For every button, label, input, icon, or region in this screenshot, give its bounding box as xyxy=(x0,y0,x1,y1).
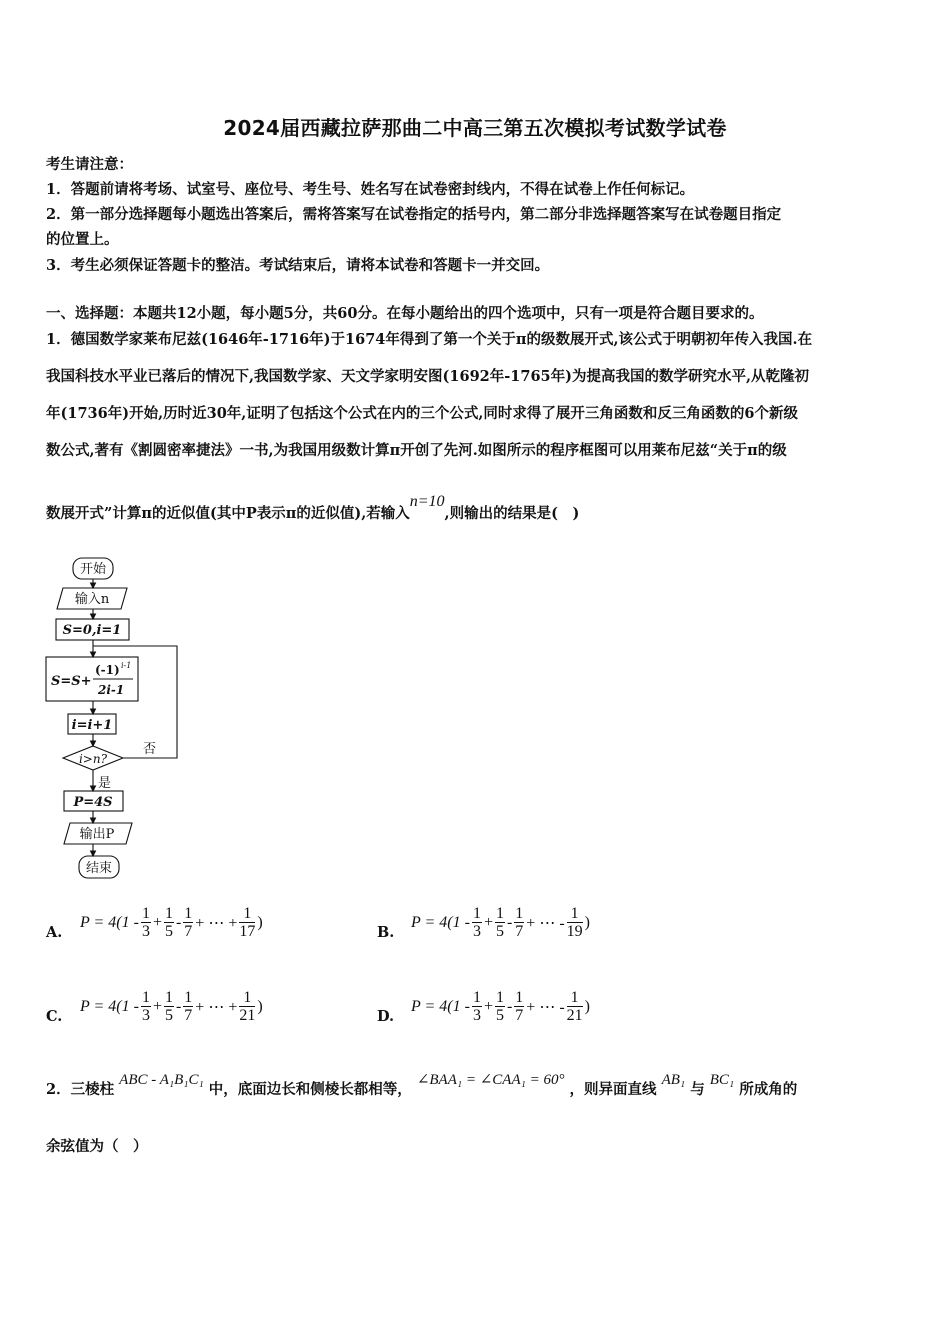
option-last-den: 21 xyxy=(566,1007,583,1024)
option-last-den: 17 xyxy=(239,923,256,940)
q2-text: 中，底面边长和侧棱长都相等， xyxy=(208,1081,412,1098)
q1-input-expr: n=10 xyxy=(409,493,445,510)
q1-line: 我国科技水平业已落后的情况下,我国数学家、天文学家明安图(1692年-1765年)为提高我国的数学研究水平,从乾隆初 xyxy=(46,368,810,385)
q2-line: 余弦值为（ ） xyxy=(46,1138,148,1155)
section-heading: 一、选择题：本题共12小题，每小题5分，共60分。在每小题给出的四个选项中，只有一项是符合题目要求的。 xyxy=(46,305,764,322)
option-label: B. xyxy=(377,923,395,941)
notice-item: 3．考生必须保证答题卡的整洁。考试结束后，请将本试卷和答题卡一并交回。 xyxy=(46,257,550,274)
flow-update-num: (-1) xyxy=(95,663,120,677)
option-last-den: 21 xyxy=(239,1007,256,1024)
q1-line: 数公式,著有《割圆密率捷法》一书,为我国用级数计算π开创了先河.如图所示的程序框图可以用莱布尼兹“关于π的级 xyxy=(46,442,787,459)
option-den: 5 xyxy=(164,1007,173,1024)
option-prefix: P = 4(1 - xyxy=(411,914,470,931)
option-den: 3 xyxy=(141,923,150,940)
flow-update-exp: i-1 xyxy=(121,661,132,670)
option-prefix: P = 4(1 - xyxy=(80,998,139,1015)
option-den: 7 xyxy=(515,923,524,940)
flowchart xyxy=(40,550,200,885)
option-prefix: P = 4(1 - xyxy=(80,914,139,931)
flow-condition-label: i>n? xyxy=(78,752,108,766)
option-den: 7 xyxy=(184,1007,193,1024)
q1-line xyxy=(46,493,580,523)
flow-increment-label: i=i+1 xyxy=(71,718,113,733)
q2-text: 所成角的 xyxy=(739,1081,798,1098)
flow-init-label: S=0,i=1 xyxy=(62,623,122,638)
option-den: 3 xyxy=(141,1007,150,1024)
option-den: 5 xyxy=(164,923,173,940)
option-tail-op: + ⋯ + xyxy=(195,915,238,932)
option-tail-op: + ⋯ + xyxy=(195,999,238,1016)
option-a[interactable]: A. P = 4(1 - $\frac{1}{3}$ + $\frac{1}{5}$ - $\frac{1}{7}$ + ⋯ + $\frac{1}{17}$ ) xyxy=(46,905,263,941)
flow-update-left: S=S+ xyxy=(51,674,92,689)
option-b[interactable]: B. P = 4(1 - $\frac{1}{3}$ + $\frac{1}{5}$ - $\frac{1}{7}$ + ⋯ - $\frac{1}{19}$ ) xyxy=(377,905,590,941)
flow-assign-label: P=4S xyxy=(73,795,113,810)
notice-item: 2．第一部分选择题每小题选出答案后，需将答案写在试卷指定的括号内，第二部分非选择题答案写在试卷题目指定 xyxy=(46,206,782,223)
flow-output-label: 输出P xyxy=(79,827,115,842)
notice-item: 1．答题前请将考场、试室号、座位号、考生号、姓名写在试卷密封线内，不得在试卷上作任何标记。 xyxy=(46,181,695,198)
q2-line1: AB₁ xyxy=(661,1072,686,1088)
flow-yes-label: 是 xyxy=(98,776,112,791)
q1-text: 数展开式”计算π的近似值(其中P表示π的近似值),若输入 xyxy=(46,505,410,522)
q2-prism: ABC - A₁B₁C₁ xyxy=(119,1072,204,1088)
option-d[interactable]: D. P = 4(1 - $\frac{1}{3}$ + $\frac{1}{5}$ - $\frac{1}{7}$ + ⋯ - $\frac{1}{21}$ ) xyxy=(377,989,590,1025)
option-prefix: P = 4(1 - xyxy=(411,998,470,1015)
option-den: 5 xyxy=(495,923,504,940)
option-den: 3 xyxy=(472,1007,481,1024)
flow-start-label: 开始 xyxy=(79,562,107,577)
option-den: 7 xyxy=(515,1007,524,1024)
option-den: 5 xyxy=(495,1007,504,1024)
option-den: 7 xyxy=(184,923,193,940)
option-label: D. xyxy=(377,1007,395,1025)
q1-line: 年(1736年)开始,历时近30年,证明了包括这个公式在内的三个公式,同时求得了展开三角函数和反三角函数的6个新级 xyxy=(46,405,798,422)
q1-line: 1．德国数学家莱布尼兹(1646年-1716年)于1674年得到了第一个关于π的级数展开式,该公式于明朝初年传入我国.在 xyxy=(46,331,813,348)
q2-line xyxy=(46,1072,798,1099)
option-label: C. xyxy=(46,1007,63,1025)
q2-text: ，则异面直线 xyxy=(569,1081,657,1098)
q2-line2: BC₁ xyxy=(709,1072,735,1088)
flow-input-label: 输入n xyxy=(74,592,110,607)
option-den: 3 xyxy=(472,923,481,940)
q1-text: ,则输出的结果是( ) xyxy=(444,505,580,522)
q2-text: 与 xyxy=(690,1081,705,1098)
q2-text: 2．三棱柱 xyxy=(46,1081,115,1098)
option-c[interactable]: C. P = 4(1 - $\frac{1}{3}$ + $\frac{1}{5}$ - $\frac{1}{7}$ + ⋯ + $\frac{1}{21}$ ) xyxy=(46,989,263,1025)
notice-heading: 考生请注意： xyxy=(46,156,133,173)
option-tail-op: + ⋯ - xyxy=(526,915,565,932)
q2-angle: ∠BAA₁ = ∠CAA₁ = 60° xyxy=(416,1072,565,1088)
flow-end-label: 结束 xyxy=(85,861,113,876)
notice-item: 的位置上。 xyxy=(46,231,119,248)
option-label: A. xyxy=(46,923,63,941)
page-title: 2024届西藏拉萨那曲二中高三第五次模拟考试数学试卷 xyxy=(223,116,727,140)
flow-update-den: 2i-1 xyxy=(98,683,125,697)
option-tail-op: + ⋯ - xyxy=(526,999,565,1016)
option-last-den: 19 xyxy=(566,923,583,940)
flow-no-label: 否 xyxy=(143,742,157,757)
